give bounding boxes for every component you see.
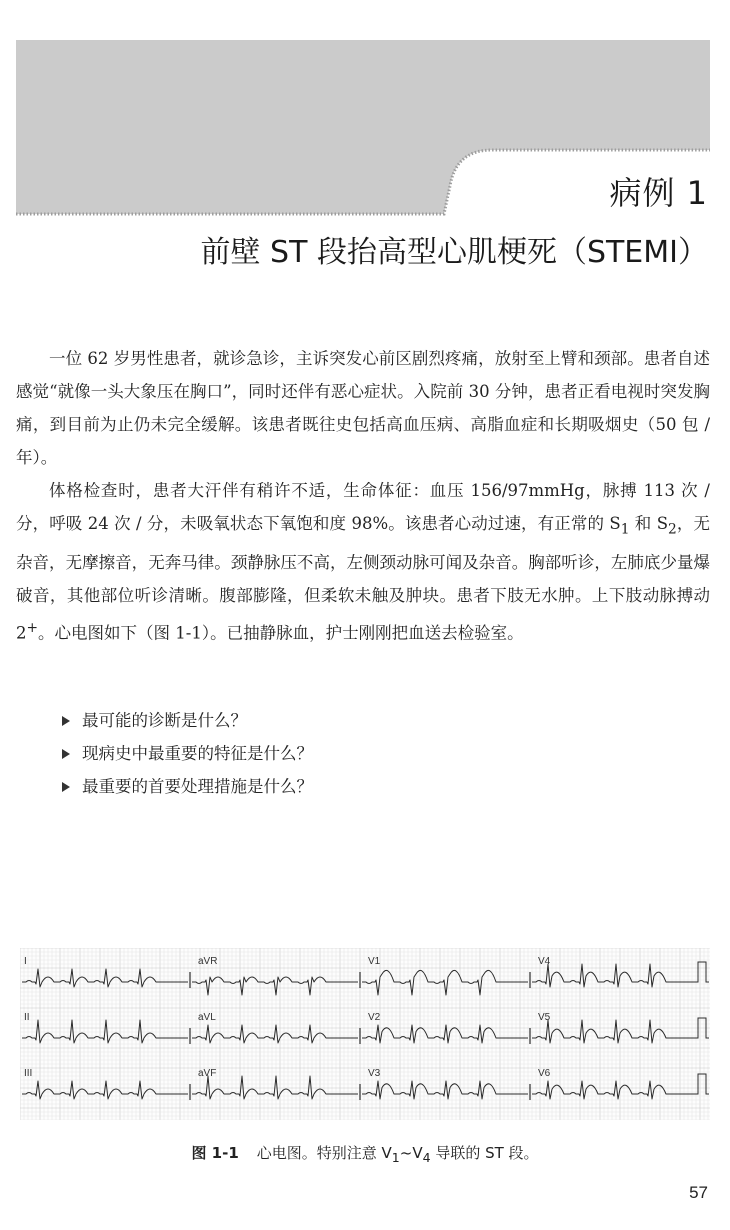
ecg-lead-label: V1 xyxy=(368,956,381,967)
ecg-lead-label: V6 xyxy=(538,1068,551,1079)
triangle-bullet-icon xyxy=(62,749,70,759)
triangle-bullet-icon xyxy=(62,716,70,726)
ecg-lead-label: V2 xyxy=(368,1012,381,1023)
question-list xyxy=(62,704,313,803)
ecg-figure xyxy=(20,948,710,1120)
case-label: 病例 1 xyxy=(609,174,708,212)
exam-paragraph xyxy=(16,474,710,650)
figure-number: 图 1-1 xyxy=(191,1144,239,1162)
caption-text-part-1: 心电图。特别注意 V xyxy=(256,1144,392,1162)
question-text: 最可能的诊断是什么？ xyxy=(82,711,247,730)
s1-subscript: 1 xyxy=(620,521,630,538)
question-text: 现病史中最重要的特征是什么？ xyxy=(82,744,313,763)
question-text: 最重要的首要处理措施是什么？ xyxy=(82,777,313,796)
exam-text-part-1: 体格检查时，患者大汗伴有稍许不适，生命体征：血压 156/97mmHg，脉搏 113 次 / 分，呼吸 24 次 / 分，未吸氧状态下氧饱和度 98%。该患者心动过速，有正常的 S xyxy=(16,481,710,533)
question-item xyxy=(62,770,313,803)
ecg-lead-label: V5 xyxy=(538,1012,551,1023)
case-title: 前壁 ST 段抬高型心肌梗死（STEMI） xyxy=(200,235,708,270)
ecg-lead-label: II xyxy=(24,1012,30,1023)
caption-subscript-1: 1 xyxy=(391,1150,400,1165)
exam-text-part-3: ，无杂音，无摩擦音，无奔马律。颈静脉压不高，左侧颈动脉可闻及杂音。胸部听诊，左肺底少量爆破音，其他部位听诊清晰。腹部膨隆，但柔软未触及肿块。患者下肢无水肿。上下肢动脉搏动 2 xyxy=(16,514,710,643)
case-description xyxy=(16,342,710,650)
s2-subscript: 2 xyxy=(668,521,677,538)
triangle-bullet-icon xyxy=(62,782,70,792)
page-number: 57 xyxy=(689,1183,708,1202)
caption-text-part-3: 导联的 ST 段。 xyxy=(430,1144,539,1162)
ecg-lead-label: V4 xyxy=(538,956,551,967)
question-item xyxy=(62,737,313,770)
caption-subscript-4: 4 xyxy=(422,1150,431,1165)
pulse-superscript: + xyxy=(26,620,39,637)
ecg-lead-label: I xyxy=(24,956,27,967)
ecg-lead-label: V3 xyxy=(368,1068,381,1079)
ecg-lead-label: aVL xyxy=(198,1012,216,1023)
exam-text-part-4: 。心电图如下（图 1-1）。已抽静脉血，护士刚刚把血送去检验室。 xyxy=(38,623,524,643)
figure-caption xyxy=(0,1142,730,1165)
ecg-lead-label: aVF xyxy=(198,1068,217,1079)
ecg-lead-label: III xyxy=(24,1068,33,1079)
exam-text-part-2: 和 S xyxy=(629,514,669,533)
question-item xyxy=(62,704,313,737)
history-paragraph: 一位 62 岁男性患者，就诊急诊，主诉突发心前区剧烈疼痛，放射至上臂和颈部。患者自述感觉“就像一头大象压在胸口”，同时还伴有恶心症状。入院前 30 分钟，患者正看电视时突发胸痛，到目前为止仍未完全缓解。该患者既往史包括高血压病、高脂血症和长期吸烟史（50 包 / 年）。 xyxy=(16,349,710,467)
ecg-lead-label: aVR xyxy=(198,956,218,967)
caption-text-part-2: ~V xyxy=(399,1144,423,1162)
